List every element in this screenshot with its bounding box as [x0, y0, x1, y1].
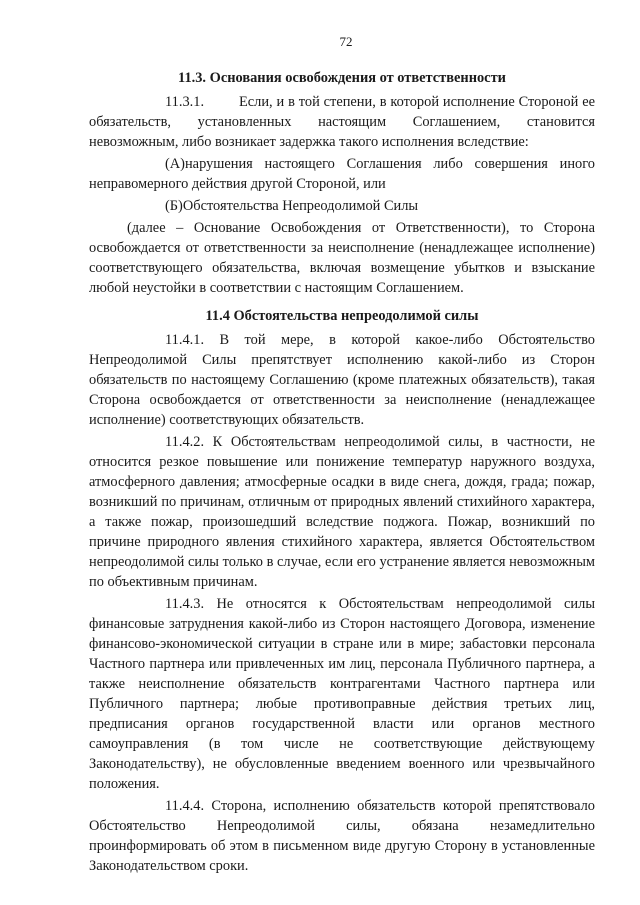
- clause-text: Если, и в той степени, в которой исполнение Стороной ее обязательств, установленных настоящим Соглашением, становится невозможным, либо возникает задержка такого исполнения вследствие:: [89, 94, 595, 150]
- clause-number: 11.4.4.: [165, 798, 205, 814]
- list-item-b: [89, 196, 595, 216]
- paragraph-11-4-1: [89, 330, 595, 430]
- clause-text: Не относятся к Обстоятельствам непреодолимой силы финансовые затруднения какой-либо из Сторон настоящего Договора, изменение финансово-экономической ситуации в стране или в мире; забастовки персонала Частного партнера или привлеченных им лиц, персонала Публичного партнера, а также неисполнение обязательств контрагентами Частного партнера или Публичного партнера; любые противоправные действия третьих лиц, предписания органов государственной власти или органов местного самоуправления (в том числе не соответствующие действующему Законодательству), не обусловленные введением военного или чрезвычайного положения.: [89, 596, 595, 792]
- section-heading-11-4: 11.4 Обстоятельства непреодолимой силы: [205, 308, 479, 324]
- clause-number: 11.4.2.: [165, 434, 205, 450]
- clause-number: 11.4.3.: [165, 596, 205, 612]
- paragraph-11-4-4: [89, 796, 595, 876]
- list-item-text: Обстоятельства Непреодолимой Силы: [182, 198, 419, 214]
- section-heading-11-3: 11.3. Основания освобождения от ответственности: [178, 70, 506, 86]
- list-item-text: нарушения настоящего Соглашения либо совершения иного неправомерного действия другой Стороной, или: [89, 156, 595, 192]
- list-item-label: (Б): [165, 198, 183, 214]
- list-item-a: [89, 154, 595, 194]
- paragraph-11-3-1: [89, 92, 595, 152]
- list-item-label: (А): [165, 156, 185, 172]
- clause-number: 11.4.1.: [165, 332, 205, 348]
- clause-text: К Обстоятельствам непреодолимой силы, в частности, не относится резкое повышение или понижение температур наружного воздуха, атмосферного давления; атмосферные осадки в виде снега, дождя, града; пожар, возникший по причинам, отличным от природных явлений стихийного характера, а также пожар, произошедший вследствие поджога. Пожар, возникший по причине природного явления стихийного характера, является Обстоятельством непреодолимой силы только в случае, если его устранение является невозможным по объективным причинам.: [89, 434, 595, 590]
- clause-number: 11.3.1.: [165, 94, 205, 110]
- clause-text: Сторона, исполнению обязательств которой препятствовало Обстоятельство Непреодолимой силы, обязана незамедлительно проинформировать об этом в письменном виде другую Сторону в установленные Законодательством сроки.: [89, 798, 595, 874]
- paragraph-release-basis: (далее – Основание Освобождения от Ответственности), то Сторона освобождается от ответственности за неисполнение (ненадлежащее исполнение) соответствующего обязательства, включая возмещение убытков и взыскание любой неустойки в соответствии с настоящим Соглашением.: [89, 220, 595, 296]
- clause-text: В той мере, в которой какое-либо Обстоятельство Непреодолимой Силы препятствует исполнению какой-либо из Сторон обязательств по настоящему Соглашению (кроме платежных обязательств), такая Сторона освобождается от ответственности за неисполнение (ненадлежащее исполнение) соответствующих обязательств.: [89, 332, 595, 428]
- page-number: 72: [339, 34, 353, 49]
- document-page: [89, 34, 595, 878]
- paragraph-11-4-3: [89, 594, 595, 794]
- paragraph-11-4-2: [89, 432, 595, 592]
